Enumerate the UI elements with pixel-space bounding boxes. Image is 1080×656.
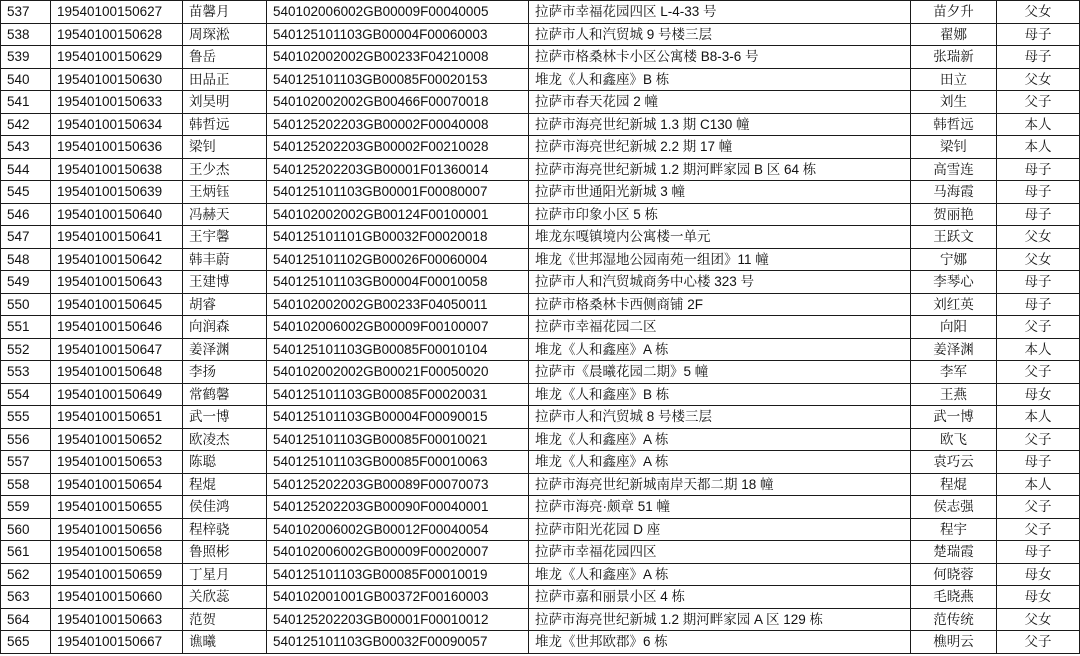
address-code-cell: 540102006002GB00009F00020007: [267, 541, 529, 564]
row-number-cell: 551: [1, 316, 51, 339]
address-cell: 拉萨市世通阳光新城 3 幢: [529, 181, 911, 204]
relationship-cell: 父女: [997, 68, 1080, 91]
student-name-cell: 侯佳鸿: [183, 496, 267, 519]
row-number-cell: 559: [1, 496, 51, 519]
address-code-cell: 540125202203GB00001F01360014: [267, 158, 529, 181]
relationship-cell: 父女: [997, 248, 1080, 271]
student-name-cell: 谯曦: [183, 631, 267, 654]
relationship-cell: 母子: [997, 23, 1080, 46]
student-id-cell: 19540100150654: [51, 473, 183, 496]
address-code-cell: 540125101103GB00032F00090057: [267, 631, 529, 654]
address-code-cell: 540125202203GB00002F00040008: [267, 113, 529, 136]
row-number-cell: 544: [1, 158, 51, 181]
address-cell: 拉萨市海亮世纪新城 1.2 期河畔家园 B 区 64 栋: [529, 158, 911, 181]
student-id-cell: 19540100150639: [51, 181, 183, 204]
address-cell: 拉萨市幸福花园四区: [529, 541, 911, 564]
relationship-cell: 父子: [997, 91, 1080, 114]
address-code-cell: 540125101103GB00085F00020153: [267, 68, 529, 91]
relationship-cell: 父子: [997, 361, 1080, 384]
guardian-name-cell: 姜泽渊: [911, 338, 997, 361]
row-number-cell: 543: [1, 136, 51, 159]
student-id-cell: 19540100150647: [51, 338, 183, 361]
address-cell: 拉萨市春天花园 2 幢: [529, 91, 911, 114]
student-name-cell: 周琛淞: [183, 23, 267, 46]
relationship-cell: 父子: [997, 316, 1080, 339]
address-cell: 拉萨市海亮世纪新城南岸天都二期 18 幢: [529, 473, 911, 496]
row-number-cell: 539: [1, 46, 51, 69]
student-name-cell: 丁星月: [183, 563, 267, 586]
student-name-cell: 欧凌杰: [183, 428, 267, 451]
guardian-name-cell: 韩哲远: [911, 113, 997, 136]
guardian-name-cell: 樵明云: [911, 631, 997, 654]
student-name-cell: 韩哲远: [183, 113, 267, 136]
row-number-cell: 538: [1, 23, 51, 46]
table-row: [1, 181, 1080, 204]
table-row: [1, 158, 1080, 181]
table-row: [1, 338, 1080, 361]
relationship-cell: 父子: [997, 631, 1080, 654]
student-name-cell: 刘昊明: [183, 91, 267, 114]
student-id-cell: 19540100150634: [51, 113, 183, 136]
address-code-cell: 540102002002GB00021F00050020: [267, 361, 529, 384]
student-id-cell: 19540100150630: [51, 68, 183, 91]
relationship-cell: 母子: [997, 293, 1080, 316]
relationship-cell: 父女: [997, 608, 1080, 631]
table-row: [1, 1, 1080, 24]
relationship-cell: 本人: [997, 338, 1080, 361]
student-name-cell: 田品正: [183, 68, 267, 91]
student-name-cell: 陈聪: [183, 451, 267, 474]
address-code-cell: 540125202203GB00090F00040001: [267, 496, 529, 519]
student-name-cell: 梁钊: [183, 136, 267, 159]
address-cell: 堆龙《人和鑫座》A 栋: [529, 428, 911, 451]
student-name-cell: 鲁岳: [183, 46, 267, 69]
relationship-cell: 母子: [997, 451, 1080, 474]
relationship-cell: 父子: [997, 518, 1080, 541]
student-id-cell: 19540100150653: [51, 451, 183, 474]
student-name-cell: 苗馨月: [183, 1, 267, 24]
student-id-cell: 19540100150667: [51, 631, 183, 654]
relationship-cell: 母女: [997, 586, 1080, 609]
table-row: [1, 586, 1080, 609]
relationship-cell: 母女: [997, 563, 1080, 586]
table-row: [1, 608, 1080, 631]
address-cell: 拉萨市嘉和丽景小区 4 栋: [529, 586, 911, 609]
address-cell: 拉萨市印象小区 5 栋: [529, 203, 911, 226]
student-id-cell: 19540100150649: [51, 383, 183, 406]
address-cell: 拉萨市格桑林卡小区公寓楼 B8-3-6 号: [529, 46, 911, 69]
guardian-name-cell: 范传统: [911, 608, 997, 631]
relationship-cell: 母女: [997, 383, 1080, 406]
student-name-cell: 王少杰: [183, 158, 267, 181]
relationship-cell: 父女: [997, 226, 1080, 249]
guardian-name-cell: 楚瑞霞: [911, 541, 997, 564]
address-code-cell: 540125101103GB00085F00010019: [267, 563, 529, 586]
guardian-name-cell: 李琴心: [911, 271, 997, 294]
table-body: [1, 1, 1080, 654]
address-cell: 堆龙东嘎镇境内公寓楼一单元: [529, 226, 911, 249]
row-number-cell: 547: [1, 226, 51, 249]
address-cell: 堆龙《人和鑫座》A 栋: [529, 451, 911, 474]
address-cell: 拉萨市《晨曦花园二期》5 幢: [529, 361, 911, 384]
address-cell: 堆龙《人和鑫座》B 栋: [529, 68, 911, 91]
guardian-name-cell: 武一博: [911, 406, 997, 429]
student-id-cell: 19540100150660: [51, 586, 183, 609]
address-cell: 拉萨市格桑林卡西侧商铺 2F: [529, 293, 911, 316]
student-name-cell: 王炳钰: [183, 181, 267, 204]
table-row: [1, 248, 1080, 271]
student-id-cell: 19540100150642: [51, 248, 183, 271]
table-row: [1, 563, 1080, 586]
row-number-cell: 546: [1, 203, 51, 226]
row-number-cell: 558: [1, 473, 51, 496]
table-row: [1, 316, 1080, 339]
guardian-name-cell: 高雪连: [911, 158, 997, 181]
table-row: [1, 46, 1080, 69]
row-number-cell: 553: [1, 361, 51, 384]
address-cell: 堆龙《人和鑫座》A 栋: [529, 338, 911, 361]
address-cell: 拉萨市海亮·颇章 51 幢: [529, 496, 911, 519]
address-cell: 拉萨市人和汽贸城 9 号楼三层: [529, 23, 911, 46]
row-number-cell: 563: [1, 586, 51, 609]
student-name-cell: 关欣蕊: [183, 586, 267, 609]
relationship-cell: 本人: [997, 136, 1080, 159]
student-name-cell: 武一博: [183, 406, 267, 429]
address-cell: 拉萨市幸福花园二区: [529, 316, 911, 339]
address-code-cell: 540125101103GB00004F00060003: [267, 23, 529, 46]
row-number-cell: 560: [1, 518, 51, 541]
guardian-name-cell: 何晓蓉: [911, 563, 997, 586]
student-name-cell: 鲁照彬: [183, 541, 267, 564]
row-number-cell: 537: [1, 1, 51, 24]
table-row: [1, 496, 1080, 519]
student-name-cell: 王宇馨: [183, 226, 267, 249]
guardian-name-cell: 袁巧云: [911, 451, 997, 474]
row-number-cell: 545: [1, 181, 51, 204]
address-code-cell: 540125202203GB00089F00070073: [267, 473, 529, 496]
guardian-name-cell: 梁钊: [911, 136, 997, 159]
address-code-cell: 540102001001GB00372F00160003: [267, 586, 529, 609]
table-row: [1, 23, 1080, 46]
student-name-cell: 程焜: [183, 473, 267, 496]
address-code-cell: 540125101103GB00085F00020031: [267, 383, 529, 406]
address-code-cell: 540125101101GB00032F00020018: [267, 226, 529, 249]
address-code-cell: 540125101102GB00026F00060004: [267, 248, 529, 271]
student-id-cell: 19540100150659: [51, 563, 183, 586]
row-number-cell: 554: [1, 383, 51, 406]
relationship-cell: 母子: [997, 203, 1080, 226]
address-code-cell: 540125101103GB00001F00080007: [267, 181, 529, 204]
table-row: [1, 271, 1080, 294]
row-number-cell: 556: [1, 428, 51, 451]
row-number-cell: 542: [1, 113, 51, 136]
row-number-cell: 564: [1, 608, 51, 631]
row-number-cell: 550: [1, 293, 51, 316]
address-cell: 堆龙《世邦欧郡》6 栋: [529, 631, 911, 654]
student-id-cell: 19540100150633: [51, 91, 183, 114]
relationship-cell: 父子: [997, 496, 1080, 519]
guardian-name-cell: 向阳: [911, 316, 997, 339]
guardian-name-cell: 李军: [911, 361, 997, 384]
table-row: [1, 68, 1080, 91]
student-id-cell: 19540100150656: [51, 518, 183, 541]
guardian-name-cell: 刘红英: [911, 293, 997, 316]
student-id-cell: 19540100150651: [51, 406, 183, 429]
student-name-cell: 王建博: [183, 271, 267, 294]
relationship-cell: 本人: [997, 113, 1080, 136]
address-cell: 堆龙《世邦湿地公园南苑一组团》11 幢: [529, 248, 911, 271]
student-name-cell: 冯赫天: [183, 203, 267, 226]
row-number-cell: 561: [1, 541, 51, 564]
table-row: [1, 226, 1080, 249]
table-row: [1, 518, 1080, 541]
row-number-cell: 565: [1, 631, 51, 654]
student-id-cell: 19540100150648: [51, 361, 183, 384]
table-row: [1, 383, 1080, 406]
address-code-cell: 540125101103GB00085F00010063: [267, 451, 529, 474]
student-name-cell: 范贺: [183, 608, 267, 631]
row-number-cell: 540: [1, 68, 51, 91]
address-code-cell: 540125101103GB00085F00010104: [267, 338, 529, 361]
row-number-cell: 555: [1, 406, 51, 429]
address-code-cell: 540102006002GB00009F00040005: [267, 1, 529, 24]
guardian-name-cell: 刘生: [911, 91, 997, 114]
guardian-name-cell: 田立: [911, 68, 997, 91]
student-id-cell: 19540100150629: [51, 46, 183, 69]
student-id-cell: 19540100150663: [51, 608, 183, 631]
table-row: [1, 406, 1080, 429]
table-row: [1, 113, 1080, 136]
student-id-cell: 19540100150646: [51, 316, 183, 339]
guardian-name-cell: 王跃文: [911, 226, 997, 249]
guardian-name-cell: 毛晓燕: [911, 586, 997, 609]
student-id-cell: 19540100150655: [51, 496, 183, 519]
address-code-cell: 540102002002GB00233F04210008: [267, 46, 529, 69]
address-code-cell: 540125101103GB00004F00010058: [267, 271, 529, 294]
table-row: [1, 91, 1080, 114]
table-row: [1, 361, 1080, 384]
student-name-cell: 向润森: [183, 316, 267, 339]
student-name-cell: 胡睿: [183, 293, 267, 316]
student-id-cell: 19540100150652: [51, 428, 183, 451]
address-code-cell: 540102006002GB00012F00040054: [267, 518, 529, 541]
guardian-name-cell: 贺丽艳: [911, 203, 997, 226]
relationship-cell: 母子: [997, 46, 1080, 69]
relationship-cell: 父女: [997, 1, 1080, 24]
address-cell: 拉萨市海亮世纪新城 2.2 期 17 幢: [529, 136, 911, 159]
table-row: [1, 451, 1080, 474]
table-row: [1, 136, 1080, 159]
relationship-cell: 本人: [997, 473, 1080, 496]
student-name-cell: 常鹤馨: [183, 383, 267, 406]
guardian-name-cell: 翟娜: [911, 23, 997, 46]
student-name-cell: 李扬: [183, 361, 267, 384]
table-row: [1, 631, 1080, 654]
address-cell: 拉萨市人和汽贸城 8 号楼三层: [529, 406, 911, 429]
relationship-cell: 母子: [997, 271, 1080, 294]
address-code-cell: 540125101103GB00004F00090015: [267, 406, 529, 429]
guardian-name-cell: 程焜: [911, 473, 997, 496]
table-row: [1, 293, 1080, 316]
relationship-cell: 母子: [997, 541, 1080, 564]
student-id-cell: 19540100150658: [51, 541, 183, 564]
address-cell: 堆龙《人和鑫座》B 栋: [529, 383, 911, 406]
address-cell: 拉萨市幸福花园四区 L-4-33 号: [529, 1, 911, 24]
relationship-cell: 父子: [997, 428, 1080, 451]
address-cell: 拉萨市海亮世纪新城 1.2 期河畔家园 A 区 129 栋: [529, 608, 911, 631]
address-code-cell: 540125101103GB00085F00010021: [267, 428, 529, 451]
address-cell: 堆龙《人和鑫座》A 栋: [529, 563, 911, 586]
guardian-name-cell: 王燕: [911, 383, 997, 406]
guardian-name-cell: 苗夕升: [911, 1, 997, 24]
guardian-name-cell: 马海霞: [911, 181, 997, 204]
guardian-name-cell: 宁娜: [911, 248, 997, 271]
address-code-cell: 540125202203GB00001F00010012: [267, 608, 529, 631]
row-number-cell: 541: [1, 91, 51, 114]
table-row: [1, 541, 1080, 564]
guardian-name-cell: 程宇: [911, 518, 997, 541]
row-number-cell: 548: [1, 248, 51, 271]
table-row: [1, 203, 1080, 226]
row-number-cell: 557: [1, 451, 51, 474]
relationship-cell: 母子: [997, 158, 1080, 181]
student-name-cell: 韩丰蔚: [183, 248, 267, 271]
address-cell: 拉萨市阳光花园 D 座: [529, 518, 911, 541]
table-row: [1, 428, 1080, 451]
row-number-cell: 562: [1, 563, 51, 586]
student-id-cell: 19540100150627: [51, 1, 183, 24]
address-cell: 拉萨市人和汽贸城商务中心楼 323 号: [529, 271, 911, 294]
student-id-cell: 19540100150643: [51, 271, 183, 294]
student-name-cell: 姜泽渊: [183, 338, 267, 361]
guardian-name-cell: 张瑞新: [911, 46, 997, 69]
student-id-cell: 19540100150636: [51, 136, 183, 159]
relationship-cell: 本人: [997, 406, 1080, 429]
table-row: [1, 473, 1080, 496]
address-cell: 拉萨市海亮世纪新城 1.3 期 C130 幢: [529, 113, 911, 136]
address-code-cell: 540102002002GB00233F04050011: [267, 293, 529, 316]
row-number-cell: 549: [1, 271, 51, 294]
address-code-cell: 540125202203GB00002F00210028: [267, 136, 529, 159]
address-code-cell: 540102006002GB00009F00100007: [267, 316, 529, 339]
guardian-name-cell: 侯志强: [911, 496, 997, 519]
student-name-cell: 程梓骁: [183, 518, 267, 541]
guardian-name-cell: 欧飞: [911, 428, 997, 451]
row-number-cell: 552: [1, 338, 51, 361]
relationship-cell: 母子: [997, 181, 1080, 204]
student-id-cell: 19540100150641: [51, 226, 183, 249]
student-id-cell: 19540100150638: [51, 158, 183, 181]
student-id-cell: 19540100150628: [51, 23, 183, 46]
address-code-cell: 540102002002GB00124F00100001: [267, 203, 529, 226]
student-id-cell: 19540100150645: [51, 293, 183, 316]
student-id-cell: 19540100150640: [51, 203, 183, 226]
address-code-cell: 540102002002GB00466F00070018: [267, 91, 529, 114]
